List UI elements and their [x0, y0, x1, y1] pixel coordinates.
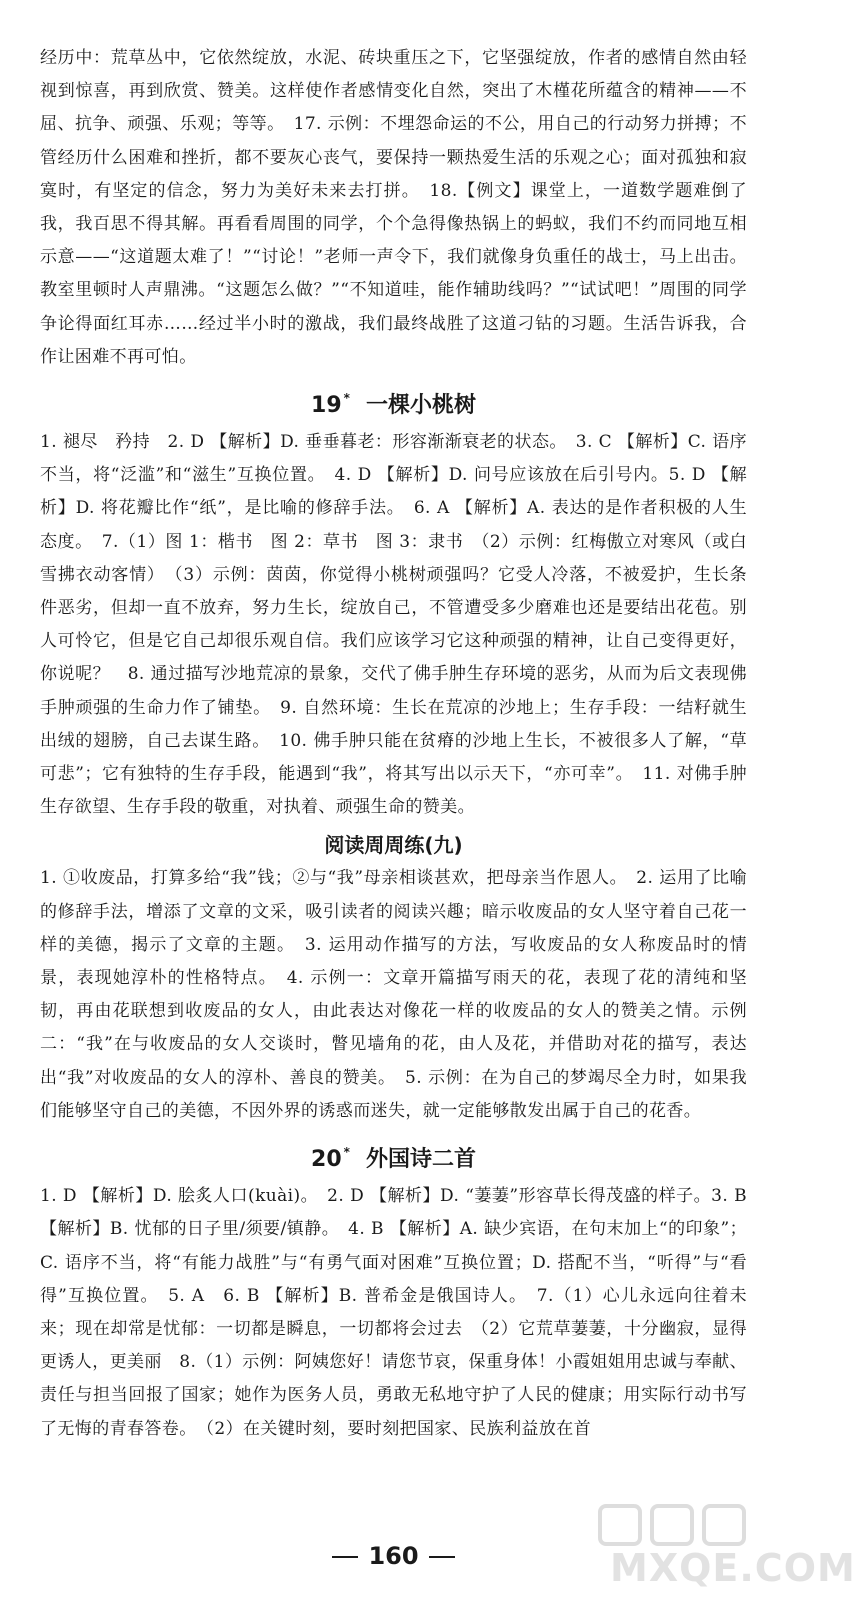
section-19-number: 19	[311, 393, 342, 419]
section-19-marker: *	[343, 391, 350, 406]
section-19-title	[40, 378, 747, 426]
weekly-practice-answers: 1. ①收废品，打算多给“我”钱；②与“我”母亲相谈甚欢，把母亲当作恩人。 2. 运用了比喻的修辞手法，增添了文章的文采，吸引读者的阅读兴趣；暗示收废品的女人坚守着自己花一样的美德，揭示了文章的主题。 3. 运用动作描写的方法，写收废品的女人称废品时的情景，表现她淳朴的性格特点。 4. 示例一：文章开篇描写雨天的花，表现了花的清纯和坚韧，再由花联想到收废品的女人，由此表达对像花一样的收废品的女人的赞美之情。示例二：“我”在与收废品的女人交谈时，瞥见墙角的花，由人及花，并借助对花的描写，表达出“我”对收废品的女人的淳朴、善良的赞美。 5. 示例：在为自己的梦竭尽全力时，如果我们能够坚守自己的美德，不因外界的诱惑而迷失，就一定能够散发出属于自己的花香。	[40, 868, 747, 1121]
section-19-answers: 1. 褪尽 矜持 2. D 【解析】D. 垂垂暮老：形容渐渐衰老的状态。 3. C 【解析】C. 语序不当，将“泛滥”和“滋生”互换位置。 4. D 【解析】D. 问号应该放在后引号内。5. D 【解析】D. 将花瓣比作“纸”，是比喻的修辞手法。 6. A 【解析】A. 表达的是作者积极的人生态度。 7.（1）图 1：楷书 图 2：草书 图 3：隶书 （2）示例：红梅傲立对寒风（或白雪拂衣动客情） （3）示例：茵茵，你觉得小桃树顽强吗？它受人冷落，不被爱护，生长条件恶劣，但却一直不放弃，努力生长，绽放自己，不管遭受多少磨难也还是要结出花苞。别人可怜它，但是它自己却很乐观自信。我们应该学习它这种顽强的精神，让自己变得更好，你说呢？ 8. 通过描写沙地荒凉的景象，交代了佛手肿生存环境的恶劣，从而为后文表现佛手肿顽强的生命力作了铺垫。 9. 自然环境：生长在荒凉的沙地上；生存手段：一结籽就生出绒的翅膀，自己去谋生路。 10. 佛手肿只能在贫瘠的沙地上生长，不被很多人了解，“草可悲”；它有独特的生存手段，能遇到“我”，将其写出以示天下，“亦可幸”。 11. 对佛手肿生存欲望、生存手段的敬重，对执着、顽强生命的赞美。	[40, 432, 747, 818]
weekly-practice-title: 阅读周周练(九)	[324, 833, 463, 858]
watermark-logo-icon	[590, 1500, 780, 1550]
intro-paragraph: 经历中：荒草丛中，它依然绽放，水泥、砖块重压之下，它坚强绽放，作者的感情自然由轻视到惊喜，再到欣赏、赞美。这样使作者感情变化自然，突出了木槿花所蕴含的精神——不屈、抗争、顽强、乐观；等等。 17. 示例：不埋怨命运的不公，用自己的行动努力拼搏；不管经历什么困难和挫折，都不要灰心丧气，要保持一颗热爱生活的乐观之心；面对孤独和寂寞时，有坚定的信念，努力为美好未来去打拼。 18.【例文】课堂上，一道数学题难倒了我，我百思不得其解。再看看周围的同学，个个急得像热锅上的蚂蚁，我们不约而同地互相示意——“这道题太难了！”“讨论！”老师一声令下，我们就像身负重任的战士，马上出击。教室里顿时人声鼎沸。“这题怎么做？”“不知道哇，能作辅助线吗？”“试试吧！”周围的同学争论得面红耳赤……经过半小时的激战，我们最终战胜了这道刁钻的习题。生活告诉我，合作让困难不再可怕。	[40, 48, 747, 367]
section-20-number: 20	[311, 1147, 342, 1173]
section-20-marker: *	[343, 1145, 350, 1160]
footer-dash-left	[332, 1556, 358, 1558]
page-content	[40, 42, 747, 1446]
section-19-heading: 一棵小桃树	[365, 393, 476, 419]
page-number: 160	[368, 1542, 419, 1570]
section-20-heading: 外国诗二首	[365, 1147, 476, 1173]
section-20-title	[40, 1132, 747, 1180]
watermark-text: MXQE.COM	[610, 1546, 856, 1590]
section-20-answers: 1. D 【解析】D. 脍炙人口(kuài)。 2. D 【解析】D. “萋萋”形容草长得茂盛的样子。3. B 【解析】B. 忧郁的日子里/须要/镇静。 4. B 【解析】A. 缺少宾语，在句末加上“的印象”；C. 语序不当，将“有能力战胜”与“有勇气面对困难”互换位置；D. 搭配不当，“听得”与“看得”互换位置。 5. A 6. B 【解析】B. 普希金是俄国诗人。 7.（1）心儿永远向往着未来；现在却常是忧郁：一切都是瞬息，一切都将会过去 （2）它荒草萋萋，十分幽寂，显得更诱人，更美丽 8.（1）示例：阿姨您好！请您节哀，保重身体！小霞姐姐用忠诚与奉献、责任与担当回报了国家；她作为医务人员，勇敢无私地守护了人民的健康；用实际行动书写了无悔的青春答卷。 （2）在关键时刻，要时刻把国家、民族利益放在首	[40, 1186, 747, 1439]
footer-dash-right	[429, 1556, 455, 1558]
watermark	[590, 1500, 856, 1595]
